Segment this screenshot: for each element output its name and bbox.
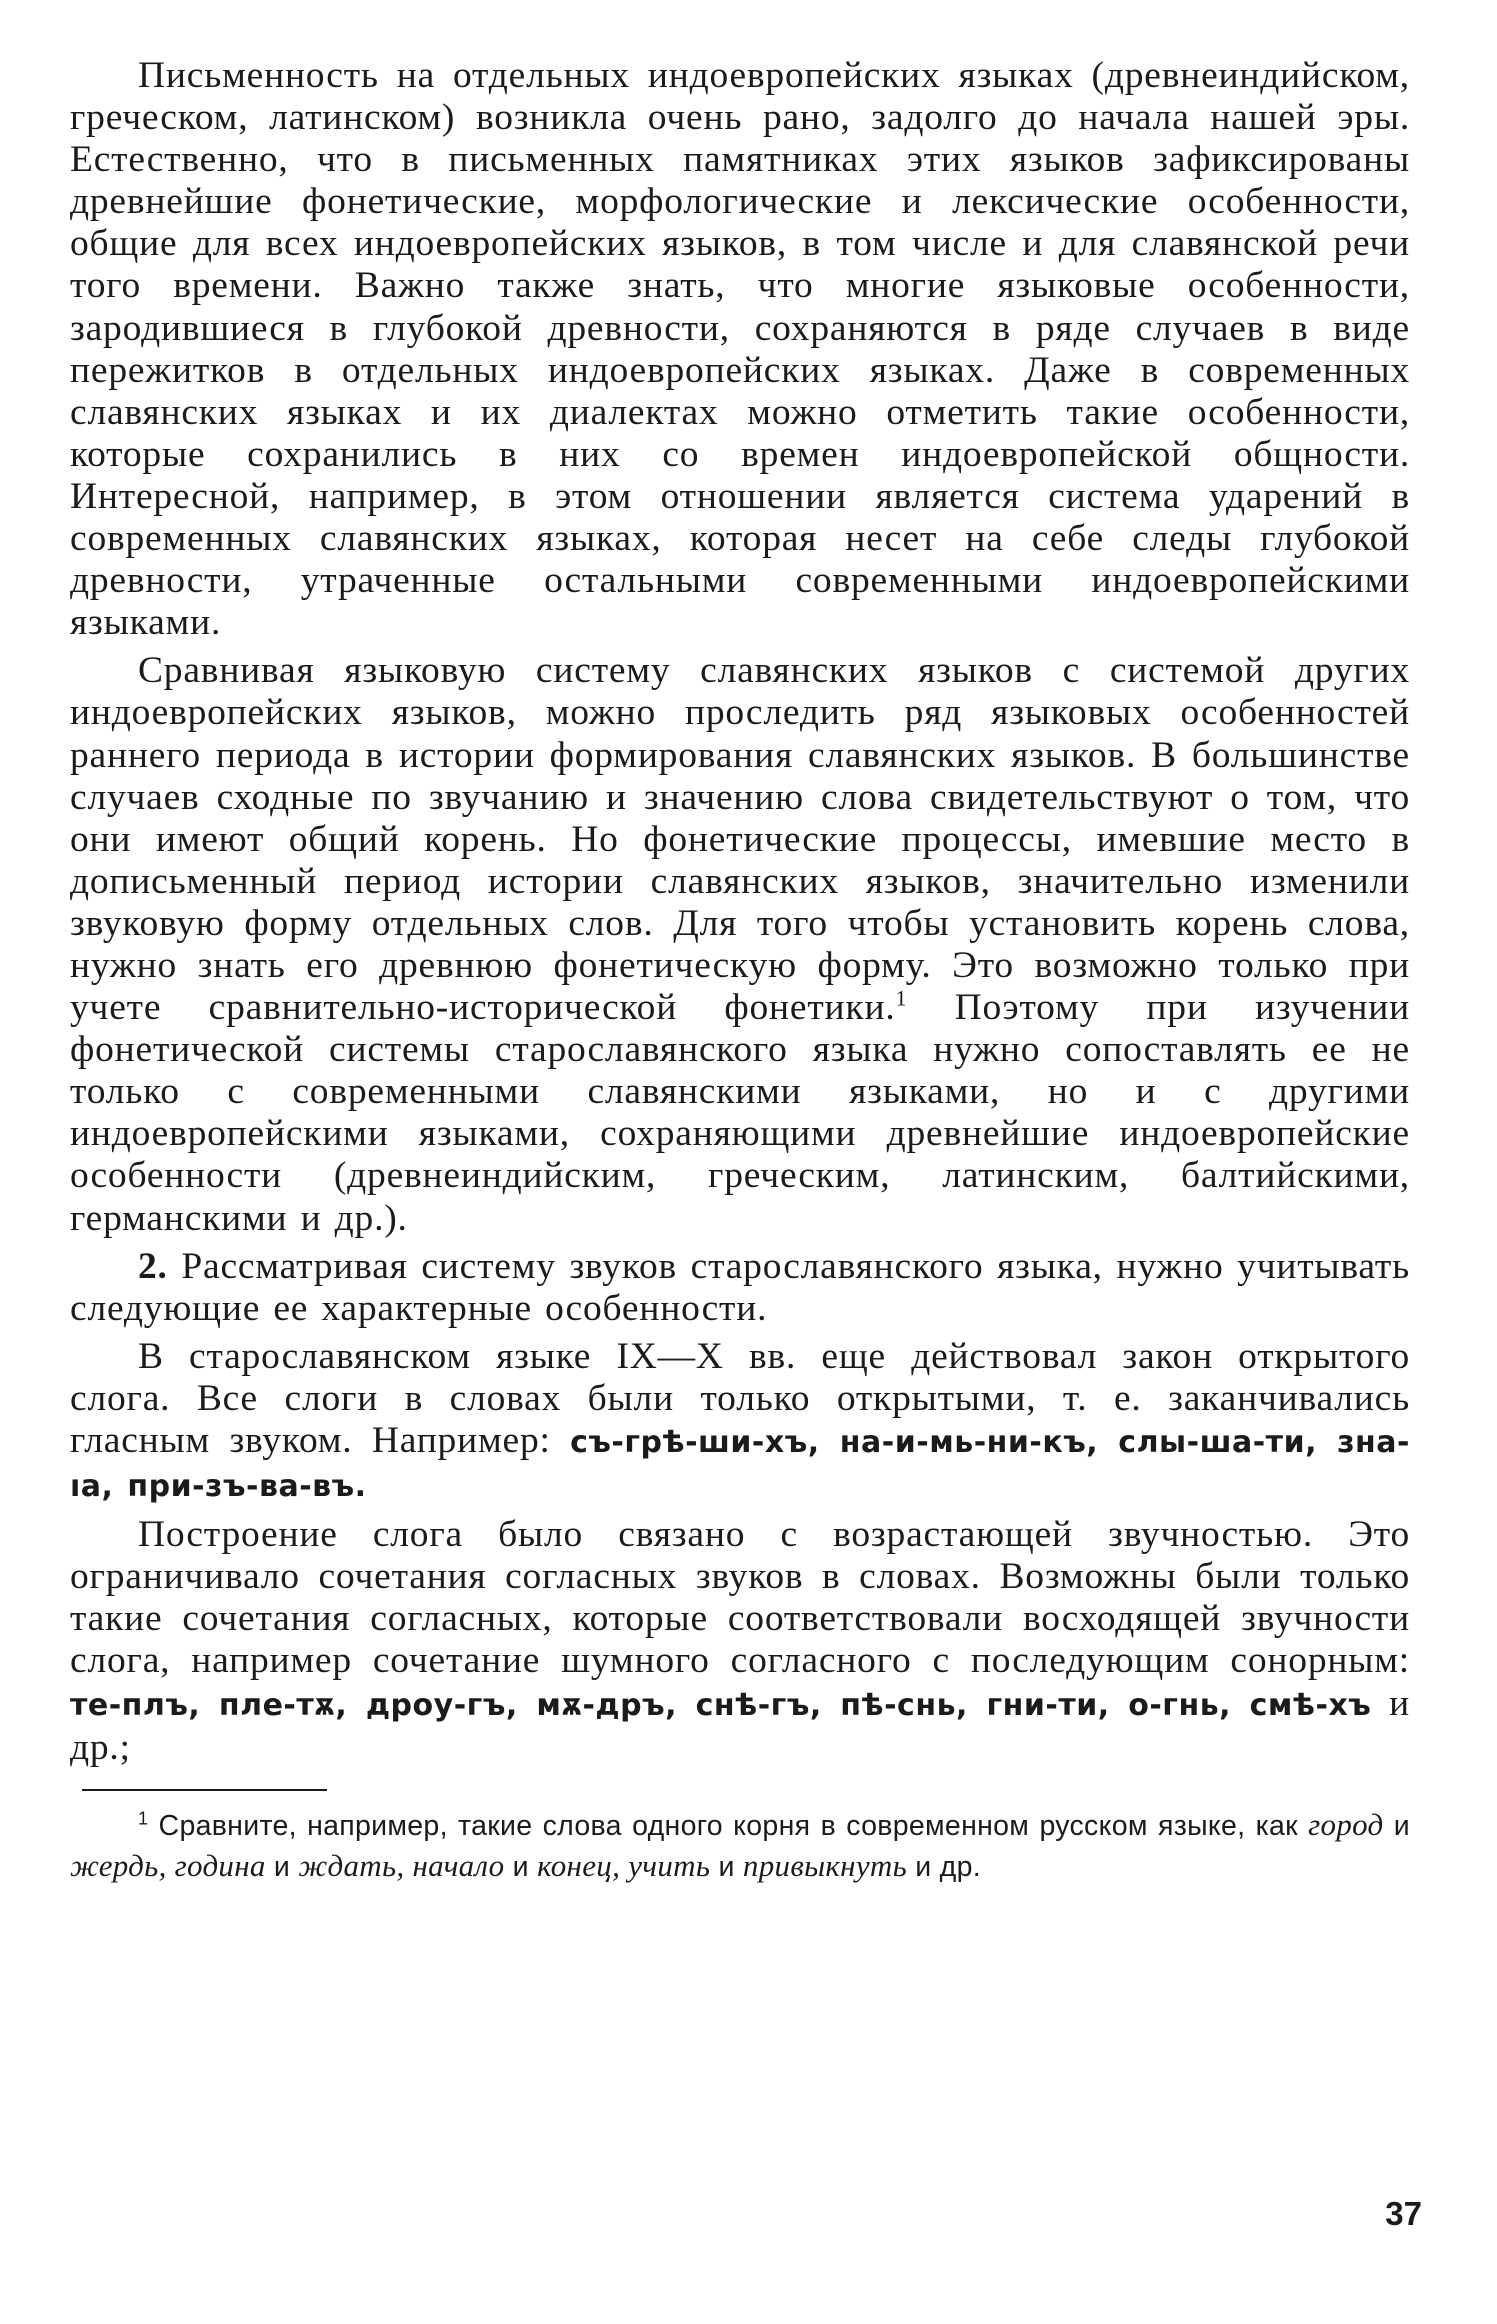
footnote-word-4: конец, учить — [537, 1847, 711, 1883]
paragraph-2-text-b: Поэтому при изучении фонетической системы старославянского языка нужно сопоставлять ее не только с современными славянскими языками, но и с другими индоевропейскими языками, сохраняющими древнейшие индоевропейские особенности (древнеиндийским, греческим, латинским, балтийскими, германскими и др.). — [70, 987, 1410, 1239]
paragraph-5-text: Построение слога было связано с возрастающей звучностью. Это ограничивало сочетания согласных звуков в словах. Возможны были только такие сочетания согласных, которые соответствовали восходящей звучности слога, например сочетание шумного согласного с последующим сонорным: — [70, 1514, 1410, 1682]
paragraph-5-tail: и др.; — [70, 1682, 1410, 1768]
old-slavonic-examples-sonority: те-плъ, пле-тѫ, дроу-гъ, мѫ-дръ, снѣ-гъ, пѣ-снь, гни-ти, о-гнь, смѣ-хъ — [70, 1687, 1372, 1723]
footnote-connector-2: и — [265, 1850, 299, 1883]
footnote-text-b: и др. — [907, 1850, 981, 1883]
footnote-reference[interactable]: 1 — [895, 985, 908, 1011]
old-slavonic-examples-open-syllable: съ-грѣ-ши-хъ, на-и-мь-ни-къ, слы-ша-ти, зна-ıа, при-зъ-ва-въ. — [70, 1425, 1410, 1505]
paragraph-4-text: В старославянском языке IX—X вв. еще действовал закон открытого слога. Все слоги в словах были только открытыми, т. е. заканчивались гласным звуком. Например: — [70, 1335, 1410, 1461]
footnote-connector-1: и — [1383, 1809, 1410, 1842]
footnote-divider — [82, 1789, 327, 1791]
paragraph-2-text-a: Сравнивая языковую систему славянских языков с системой других индоевропейских языков, можно проследить ряд языковых особенностей раннего периода в истории формирования славянских языков. В большинстве случаев сходные по звучанию и значению слова свидетельствуют о том, что они имеют общий корень. Но фонетические процессы, имевшие место в дописьменный период истории славянских языков, значительно изменили звуковую форму отдельных слов. Для того чтобы установить корень слова, нужно знать его древнюю фонетическую форму. Это возможно только при учете сравнительно-исторической фонетики. — [70, 650, 1410, 1029]
paragraph-5 — [70, 1514, 1410, 1769]
footnote-connector-3: и — [504, 1850, 538, 1883]
footnote-word-5: привыкнуть — [742, 1847, 908, 1883]
paragraph-3-text: Рассматривая систему звуков старославянского языка, нужно учитывать следующие ее характерные особенности. — [70, 1245, 1410, 1329]
paragraph-2 — [70, 650, 1410, 1239]
footnote — [70, 1805, 1410, 1887]
page-body — [70, 55, 1410, 1887]
footnote-mark: 1 — [138, 1808, 149, 1829]
footnote-text-a: Сравните, например, такие слова одного корня в современном русском языке, как — [148, 1809, 1309, 1842]
page-number: 37 — [1385, 2195, 1422, 2232]
footnote-word-1: город — [1308, 1806, 1384, 1842]
paragraph-4 — [70, 1336, 1410, 1508]
footnote-word-2: жердь, година — [70, 1847, 266, 1883]
paragraph-1 — [70, 55, 1410, 644]
paragraph-1-text: Письменность на отдельных индоевропейских языках (древнеиндийском, греческом, латинском) возникла очень рано, задолго до начала нашей эры. Естественно, что в письменных памятниках этих языков зафиксированы древнейшие фонетические, морфологические и лексические особенности, общие для всех индоевропейских языков, в том числе и для славянской речи того времени. Важно также знать, что многие языковые особенности, зародившиеся в глубокой древности, сохраняются в ряде случаев в виде пережитков в отдельных индоевропейских языках. Даже в современных славянских языках и их диалектах можно отметить такие особенности, которые сохранились в них со времен индоевропейской общности. Интересной, например, в этом отношении является система ударений в современных славянских языках, которая несет на себе следы глубокой древности, утраченные остальными современными индоевропейскими языками. — [70, 55, 1410, 644]
footnote-word-3: ждать, начало — [298, 1847, 505, 1883]
section-number: 2. — [138, 1245, 168, 1287]
footnote-connector-4: и — [710, 1850, 743, 1883]
paragraph-3 — [70, 1246, 1410, 1330]
